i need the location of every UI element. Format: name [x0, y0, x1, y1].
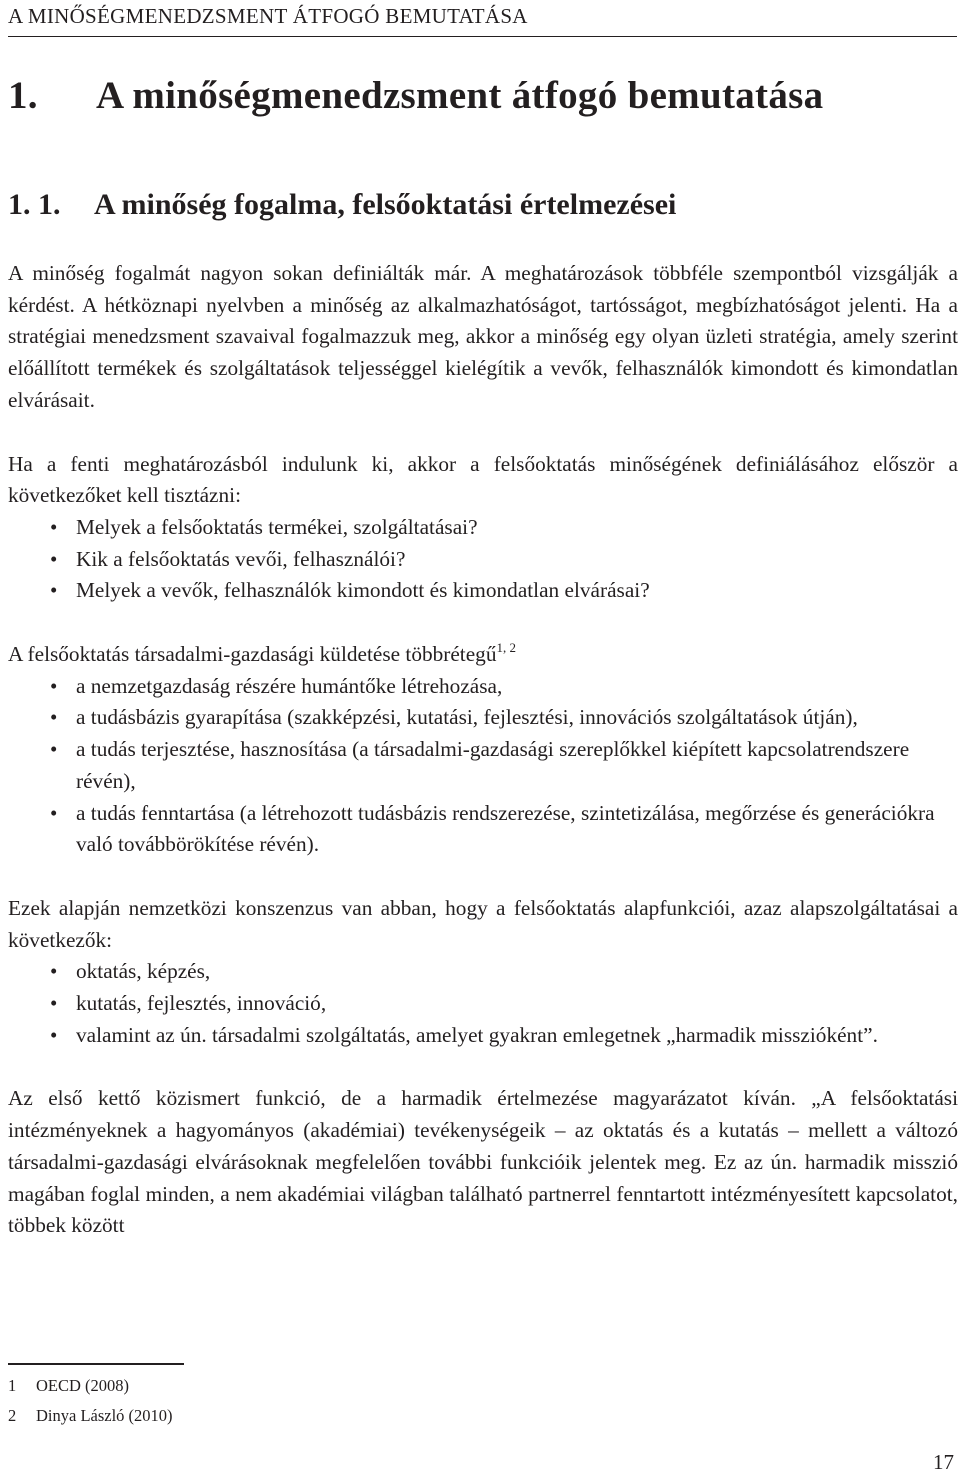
- chapter-title: A minőségmenedzsment átfogó bemutatása: [96, 74, 824, 117]
- bullet-list-mission: [8, 671, 958, 861]
- list-item: • kutatás, fejlesztés, innováció,: [8, 988, 958, 1020]
- footnote-text: OECD (2008): [36, 1376, 130, 1395]
- chapter-number: 1.: [8, 74, 38, 117]
- footnote-number: 1: [8, 1376, 17, 1395]
- footnote: [8, 1371, 173, 1401]
- section-number: 1. 1.: [8, 188, 61, 221]
- chapter-heading: [8, 73, 823, 118]
- list-item: • a nemzetgazdaság részére humántőke létrehozása,: [8, 671, 958, 703]
- paragraph-4: Ezek alapján nemzetközi konszenzus van abban, hogy a felsőoktatás alapfunkciói, azaz alapszolgáltatásai a következők:: [8, 895, 958, 952]
- footnote-reference: 1, 2: [496, 640, 516, 656]
- footnote-text: Dinya László (2010): [36, 1406, 173, 1425]
- section-heading: [8, 188, 676, 222]
- list-item: • Melyek a felsőoktatás termékei, szolgáltatásai?: [8, 512, 958, 544]
- body-text: [8, 258, 958, 1242]
- section-title: A minőség fogalma, felsőoktatási értelmezései: [94, 188, 677, 221]
- list-item: • valamint az ún. társadalmi szolgáltatás, amelyet gyakran emlegetnek „harmadik misszióként”.: [8, 1020, 958, 1052]
- paragraph-2: Ha a fenti meghatározásból indulunk ki, akkor a felsőoktatás minőségének definiálásához először a következőket kell tisztázni:: [8, 451, 958, 508]
- list-item: • Kik a felsőoktatás vevői, felhasználói?: [8, 544, 958, 576]
- footnote: [8, 1401, 173, 1431]
- bullet-list-questions: [8, 512, 958, 607]
- list-item: • oktatás, képzés,: [8, 956, 958, 988]
- paragraph-5: Az első kettő közismert funkció, de a harmadik értelmezése magyarázatot kíván. „A felsőoktatási intézményeknek a hagyományos (akadémiai) tevékenységeik – az oktatás és a kutatás – mellett a változó társadalmi-gazdasági elvárásoknak megfelelően további funkcióik jelentek meg. Ez az ún. harmadik misszió magában foglal minden, a nem akadémiai világban található partnerrel fenntartott intézményesített kapcsolatot, többek között: [8, 1086, 958, 1238]
- footnote-number: 2: [8, 1406, 17, 1425]
- header-rule: [8, 36, 957, 37]
- bullet-list-functions: [8, 956, 958, 1051]
- list-item: • a tudás terjesztése, hasznosítása (a társadalmi-gazdasági szereplőkkel kiépített kapcsolatrendszere révén),: [8, 734, 958, 797]
- list-item: • a tudás fenntartása (a létrehozott tudásbázis rendszerezése, szintetizálása, megőrzése és generációkra való továbbörökítése révén).: [8, 798, 958, 861]
- list-item: • a tudásbázis gyarapítása (szakképzési, kutatási, fejlesztési, innovációs szolgáltatások útján),: [8, 702, 958, 734]
- paragraph-1: A minőség fogalmát nagyon sokan definiálták már. A meghatározások többféle szempontból vizsgálják a kérdést. A hétköznapi nyelvben a minőség az alkalmazhatóságot, tartósságot, megbízhatóságot jelenti. Ha a stratégiai menedzsment szavaival fogalmazzuk meg, akkor a minőség egy olyan üzleti stratégia, amely szerint előállított termékek és szolgáltatások teljességgel kielégítik a vevők, felhasználók kimondott és kimondatlan elvárásait.: [8, 261, 958, 412]
- list-item: • Melyek a vevők, felhasználók kimondott és kimondatlan elvárásai?: [8, 575, 958, 607]
- page-number: 17: [933, 1450, 954, 1474]
- paragraph-3-text: A felsőoktatás társadalmi-gazdasági küldetése többrétegű: [8, 642, 497, 667]
- footnote-rule: [8, 1363, 184, 1365]
- running-header: A MINŐSÉGMENEDZSMENT ÁTFOGÓ BEMUTATÁSA: [8, 4, 528, 28]
- paragraph-3: [8, 639, 958, 671]
- footnotes: [8, 1371, 173, 1431]
